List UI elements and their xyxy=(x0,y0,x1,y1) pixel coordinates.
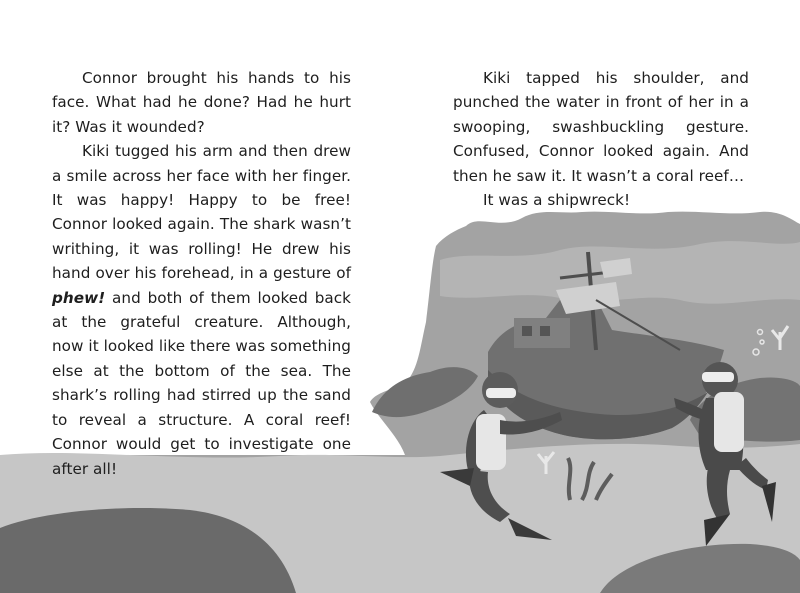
paragraph: Kiki tapped his shoulder, and punched the water in front of her in a swooping, swashbuckling gesture. Confused, Connor looked again. And then he saw it. It wasn’t a coral reef… xyxy=(453,69,749,185)
emphasis-text: phew! xyxy=(52,288,106,307)
paragraph-text: Kiki tugged his arm and then drew a smile across her face with her finger. It was happy! Happy to be free! Connor looked again. The shark wasn’t writhing, it was rolling! He drew his hand over his forehead, in a gesture of xyxy=(52,142,351,283)
right-text-column xyxy=(453,66,749,212)
left-text-column xyxy=(52,66,351,481)
paragraph xyxy=(52,139,351,481)
paragraph: It was a shipwreck! xyxy=(483,191,631,210)
paragraph: Connor brought his hands to his face. What had he done? Had he hurt it? Was it wounded? xyxy=(52,69,351,136)
paragraph-text: and both of them looked back at the grateful creature. Although, now it looked like there was something else at the bottom of the sea. The shark’s rolling had stirred up the sand to reveal a structure. A coral reef! Connor would get to investigate one after all! xyxy=(52,288,351,478)
